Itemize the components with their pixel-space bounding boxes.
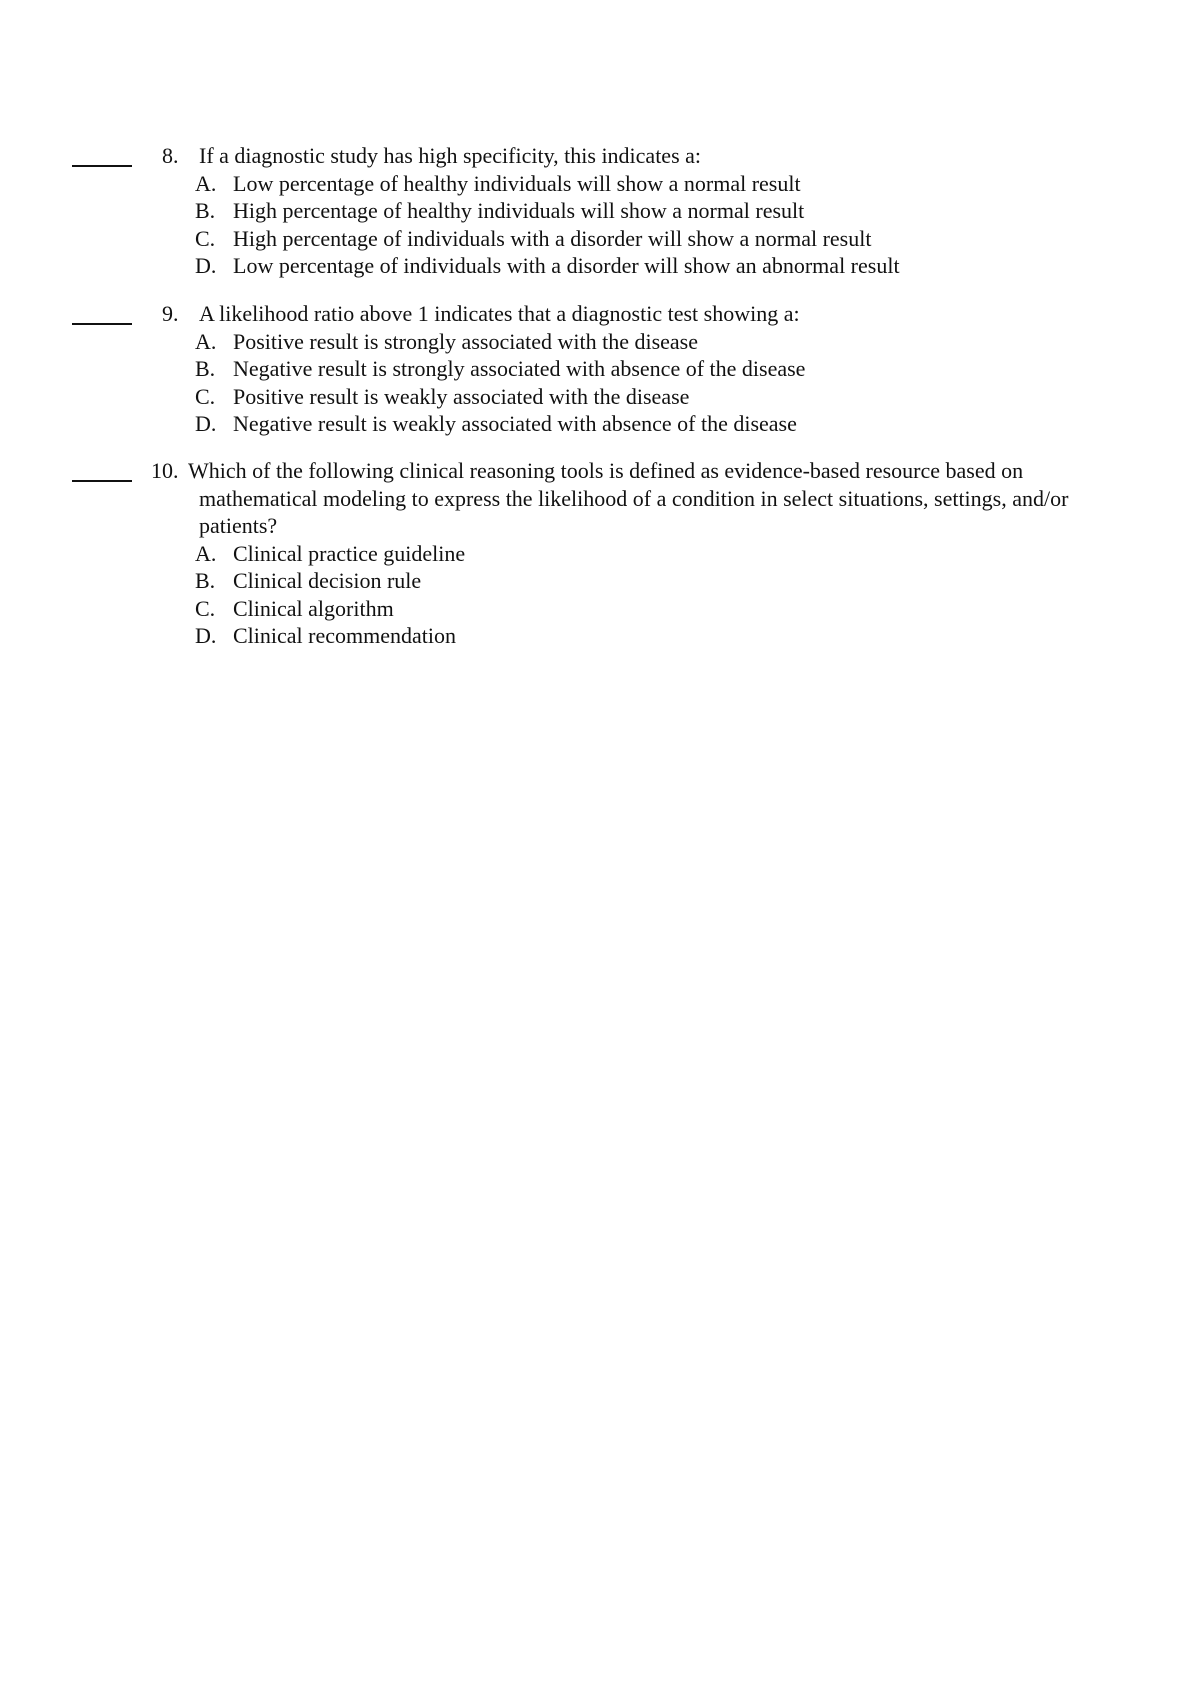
option-text: Negative result is weakly associated with absence of the disease [233, 411, 797, 436]
option-letter: B. [195, 356, 216, 381]
question-text: If a diagnostic study has high specificity, this indicates a: [199, 143, 702, 168]
question-stem-continuation [0, 485, 1192, 513]
question-stem [0, 142, 1192, 170]
option-letter: B. [195, 198, 216, 223]
question-text: patients? [199, 513, 278, 538]
option-c [0, 595, 1192, 623]
question-text: A likelihood ratio above 1 indicates that a diagnostic test showing a: [199, 301, 800, 326]
question-number: 9. [162, 301, 179, 326]
option-c [0, 225, 1192, 253]
option-letter: C. [195, 225, 216, 251]
question-number: 10. [151, 458, 179, 483]
option-text: Positive result is strongly associated with the disease [233, 328, 698, 354]
option-letter: D. [195, 411, 217, 436]
option-letter: C. [195, 383, 216, 409]
option-text: Clinical recommendation [233, 623, 456, 648]
option-text: High percentage of individuals with a disorder will show a normal result [233, 225, 872, 251]
question-stem-continuation [0, 512, 1192, 540]
question-stem [0, 300, 1192, 328]
question-9 [0, 300, 1192, 438]
option-a [0, 328, 1192, 356]
option-text: Positive result is weakly associated with the disease [233, 383, 690, 409]
option-letter: B. [195, 568, 216, 593]
question-number: 8. [162, 143, 179, 168]
option-b [0, 197, 1192, 225]
option-b [0, 567, 1192, 595]
option-letter: C. [195, 595, 216, 621]
option-text: Negative result is strongly associated with absence of the disease [233, 356, 806, 381]
question-stem [0, 457, 1192, 485]
option-d [0, 252, 1192, 280]
option-text: Clinical algorithm [233, 595, 394, 621]
option-letter: D. [195, 253, 217, 278]
option-d [0, 622, 1192, 650]
option-a [0, 540, 1192, 568]
option-d [0, 410, 1192, 438]
option-text: Clinical decision rule [233, 568, 422, 593]
question-text: Which of the following clinical reasoning tools is defined as evidence-based resource based on [188, 458, 1024, 483]
option-letter: D. [195, 623, 217, 648]
option-text: Low percentage of individuals with a disorder will show an abnormal result [233, 253, 900, 278]
option-b [0, 355, 1192, 383]
option-text: Clinical practice guideline [233, 540, 466, 566]
option-a [0, 170, 1192, 198]
option-letter: A. [195, 540, 217, 566]
question-8 [0, 142, 1192, 280]
option-text: Low percentage of healthy individuals will show a normal result [233, 170, 801, 196]
option-c [0, 383, 1192, 411]
option-letter: A. [195, 170, 217, 196]
option-letter: A. [195, 328, 217, 354]
option-text: High percentage of healthy individuals will show a normal result [233, 198, 805, 223]
question-text: mathematical modeling to express the likelihood of a condition in select situations, settings, and/or [199, 485, 1069, 511]
question-10 [0, 457, 1192, 650]
